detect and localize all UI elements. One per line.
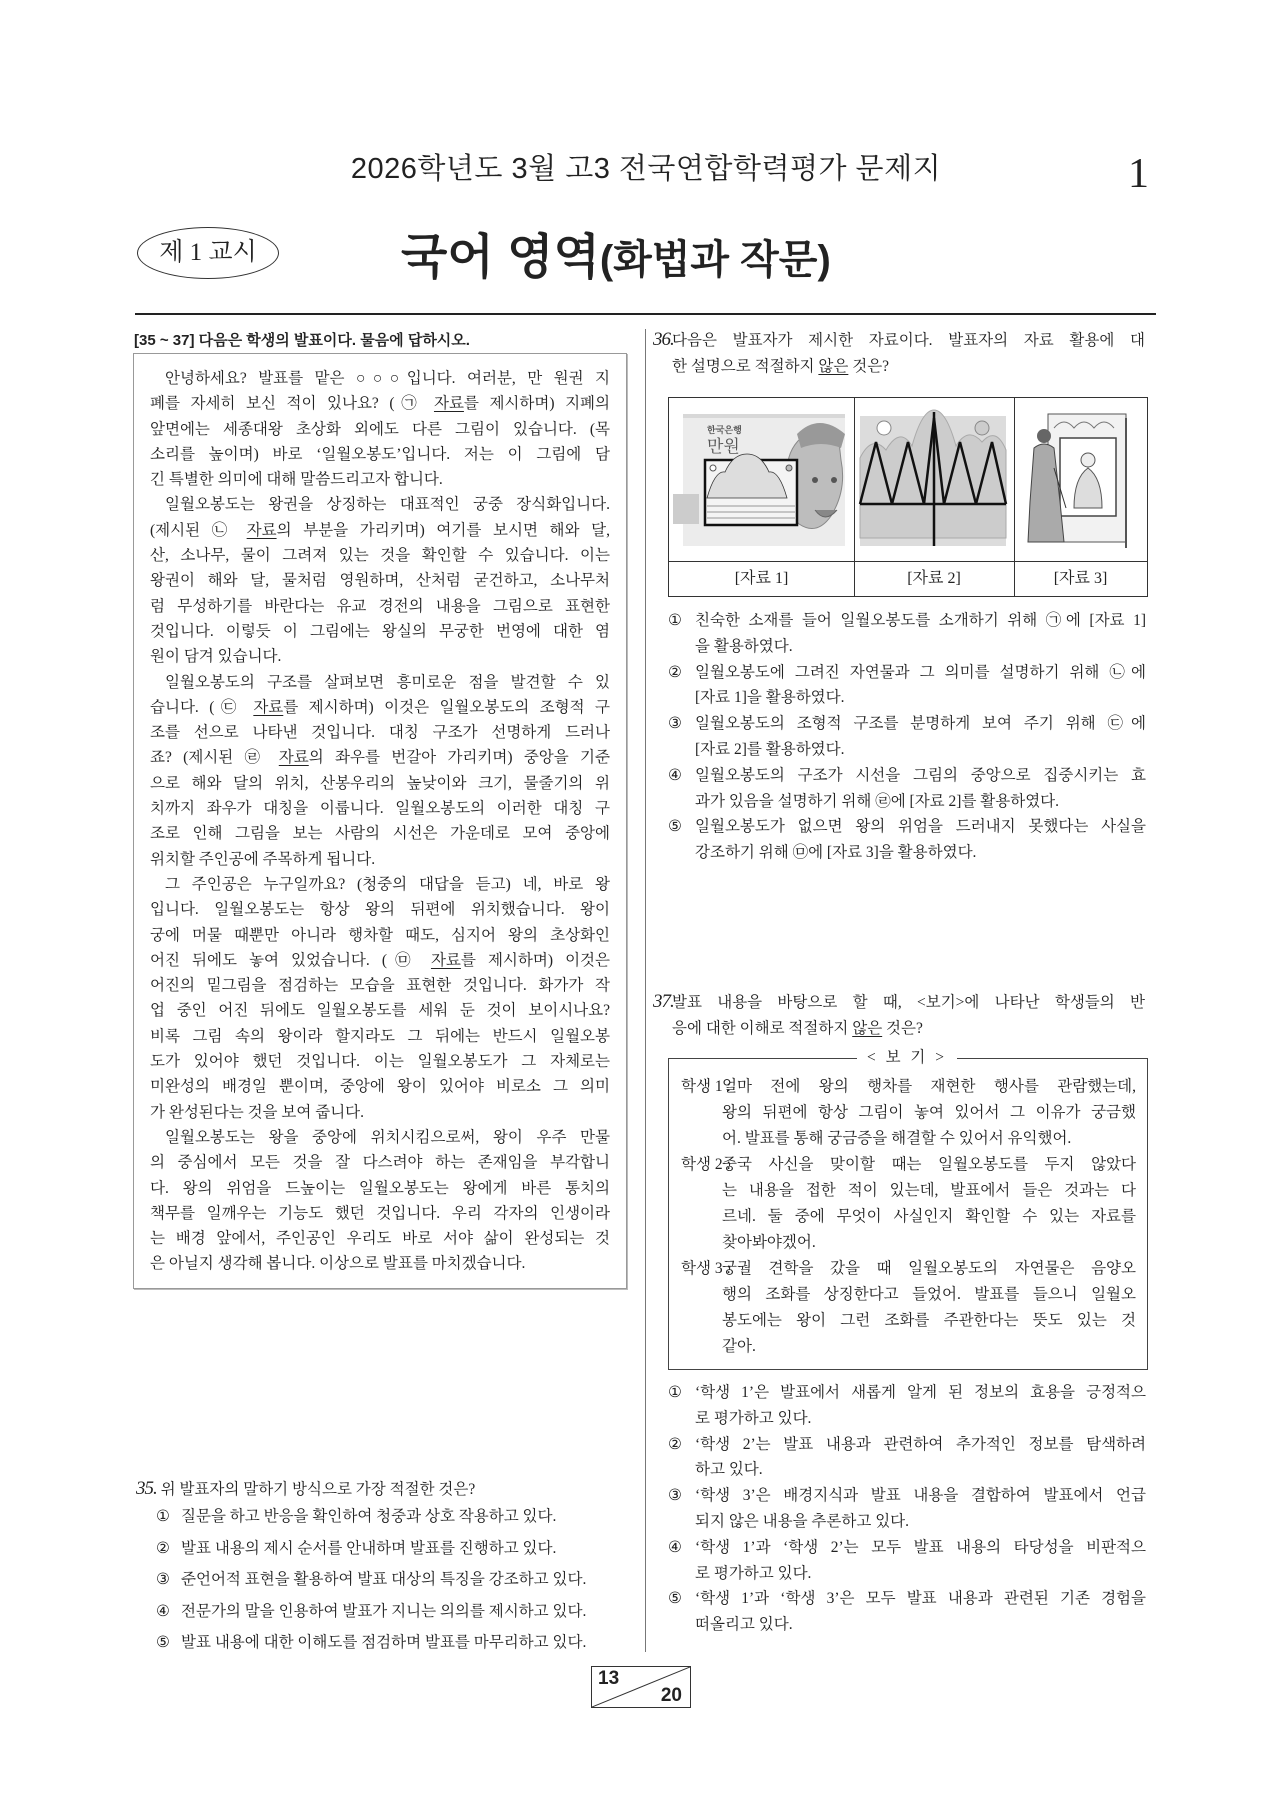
passage-line [150,670,610,695]
student-response [681,1074,1136,1152]
choice-text-line [695,1509,1146,1535]
note-value-text: 만원 [707,437,740,456]
choice-text-line [695,737,1146,763]
text-run: 는 배경 앞에서, 주인공인 우리도 바로 서야 삶이 완성되는 것 [150,1230,610,1248]
underlined-text: 않은 [852,1019,883,1037]
text-run: 조를 선으로 나타낸 것입니다. 대칭 구조가 선명하게 드러나 [150,724,610,742]
material-3 [1014,398,1147,596]
question-35-stem-row [136,1476,636,1502]
text-run: 은 아닐지 생각해 봅니다. 이상으로 발표를 마치겠습니다. [150,1255,526,1273]
answer-choice[interactable] [668,1483,1146,1535]
text-run: 를 제시하며) 이것은 일월오봉도의 조형적 구 [283,698,610,716]
question-number: 37. [653,991,674,1012]
question-number: 36. [653,329,674,350]
passage-line [150,923,610,948]
answer-choice[interactable] [668,1380,1146,1432]
passage-line [150,771,610,796]
choice-text-line [181,1630,634,1655]
text-run: 것은? [848,357,890,375]
choice-text-line [695,1406,1146,1432]
answer-choice[interactable] [668,763,1146,815]
session-badge: 제 1 교시 [137,227,279,279]
choice-text-line [695,1457,1146,1483]
text-run: 궁궐 견학을 갔을 때 일월오봉도의 자연물은 음양오 [722,1260,1136,1277]
question-37-choices [668,1380,1146,1638]
question-number: 35. [136,1478,157,1499]
student-text-line [722,1126,1136,1152]
text-run: 긴 특별한 의미에 대해 말씀드리고자 합니다. [150,471,443,489]
text-run: 입니다. 일월오봉도는 항상 왕의 뒤편에 위치했습니다. 왕이 [150,901,610,919]
question-stem-line [672,990,1145,1016]
material-2 [854,398,1015,596]
student-text-line [722,1152,1136,1178]
passage-line [150,1125,610,1150]
choice-text-line [695,608,1146,634]
subject-subtitle: (화법과 작문) [599,238,831,282]
text-run: 원이 담겨 있습니다. [150,648,282,666]
choice-text-line [695,789,1146,815]
text-run: 되지 않은 내용을 추론하고 있다. [695,1512,910,1530]
column-divider [645,329,646,1652]
choice-text-line [695,763,1146,789]
student-text-line [722,1230,1136,1256]
underlined-text: 자료 [433,395,464,413]
student-response [681,1152,1136,1256]
text-run: 일월오봉도가 없으면 왕의 위엄을 드러내지 못했다는 사실을 [695,818,1146,836]
student-text-line [722,1256,1136,1282]
text-run: ‘학생 2’는 발표 내용과 관련하여 추가적인 정보를 탐색하려 [695,1435,1146,1453]
text-run: 일월오봉도의 구조가 시선을 그림의 중앙으로 집중시키는 효 [695,766,1146,784]
material-label: [자료 3] [1014,561,1147,596]
bogi-title: < 보 기 > [857,1047,957,1069]
text-run: 왕의 뒤편에 항상 그림이 놓여 있어서 그 이유가 궁금했 [722,1104,1136,1121]
text-run: 것입니다. 이렇듯 이 그림에는 왕실의 무궁한 번영에 대한 염 [150,622,610,640]
text-run: [자료 1]을 활용하였다. [695,689,845,707]
choice-text-line [695,1561,1146,1587]
choice-number: ④ [668,1538,682,1556]
underlined-text: 자료 [246,521,277,539]
text-run: 일월오봉도의 조형적 구조를 분명하게 보여 주기 위해 ㉢에 [695,715,1146,733]
text-run: 죠? (제시된 ㉣ [150,749,279,767]
text-run: 그 주인공은 누구일까요? (청중의 대답을 듣고) 네, 바로 왕 [165,875,610,893]
answer-choice[interactable] [668,660,1146,712]
passage-line [150,518,610,543]
text-run: 발표 내용을 바탕으로 할 때, <보기>에 나타난 학생들의 반 [672,994,1145,1011]
passage-line [150,897,610,922]
page-total: 20 [660,1685,682,1706]
text-run: 치까지 좌우가 대칭을 이룹니다. 일월오봉도의 이러한 대칭 구 [150,800,610,818]
passage-line [150,1176,610,1201]
underlined-text: 자료 [278,749,309,767]
student-text-line [722,1308,1136,1334]
text-run: 발표 내용의 제시 순서를 안내하며 발표를 진행하고 있다. [181,1539,557,1557]
text-run: 폐를 자세히 보신 적이 있나요? (㉠ [150,395,434,413]
material-label: [자료 1] [669,561,854,596]
text-run: 다음은 발표자가 제시한 자료이다. 발표자의 자료 활용에 대 [672,332,1145,349]
choice-number: ⑤ [668,818,682,836]
passage-line [150,1226,610,1251]
text-run: 응에 대한 이해로 적절하지 [672,1019,853,1037]
question-36-choices [668,608,1146,866]
text-run: 질문을 하고 반응을 확인하여 청중과 상호 작용하고 있다. [181,1508,557,1525]
text-run: 럼 무성하기를 바란다는 유교 경전의 내용을 그림으로 표현한 [150,597,610,615]
passage-line [150,948,610,973]
text-run: 봉도에는 왕이 그런 조화를 주관한다는 뜻도 있는 것 [722,1312,1136,1329]
text-run: 과가 있음을 설명하기 위해 ㉣에 [자료 2]를 활용하였다. [695,792,1060,810]
text-run: 는 내용을 접한 적이 있는데, 발표에서 들은 것과는 다 [722,1182,1136,1199]
student-response [681,1256,1136,1360]
text-run: 위치할 주인공에 주목하게 됩니다. [150,850,376,868]
text-run: 의 부분을 가리키며) 여기를 보시면 해와 달, [276,521,610,539]
text-run: 어. 발표를 통해 궁금증을 해결할 수 있어서 유익했어. [722,1130,1072,1147]
choice-number: ① [156,1508,170,1525]
question-35-choices [156,1504,634,1662]
choice-number: ⑤ [668,1590,682,1608]
banknote-image [669,398,854,562]
text-run: 도가 있어야 했던 것입니다. 이는 일월오봉도가 그 자체로는 [150,1053,610,1071]
bank-name-text: 한국은행 [707,425,742,435]
underlined-text: 않은 [818,357,849,375]
question-36-stem [672,328,1145,379]
choice-number: ③ [668,715,682,733]
text-run: 궁에 머물 때뿐만 아니라 행차할 때도, 심지어 왕의 초상화인 [150,926,610,944]
passage-line [150,417,610,442]
text-run: 안녕하세요? 발표를 맡은 ○○○입니다. 여러분, 만 원권 지 [165,370,610,387]
text-run: 르네. 둘 중에 무엇이 사실인지 확인할 수 있는 자료를 [722,1208,1136,1225]
text-run: 업 중인 어진 뒤에도 일월오봉도를 세워 둔 것이 보이시나요? [150,1002,610,1020]
text-run: (제시된 ㉡ [150,521,247,539]
passage-line [150,391,610,416]
student-text-line [722,1074,1136,1100]
page-indicator [591,1666,691,1708]
text-run: 한 설명으로 적절하지 [672,357,819,375]
text-run: 얼마 전에 왕의 행차를 재현한 행사를 관람했는데, [722,1078,1136,1095]
text-run: 가 완성된다는 것을 보여 줍니다. [150,1103,365,1121]
text-run: 로 평가하고 있다. [695,1564,812,1582]
text-run: 것은? [882,1019,923,1037]
student-text-line [722,1204,1136,1230]
question-36-number [653,327,674,353]
passage-line [150,644,610,669]
passage-line [150,492,610,517]
answer-choice[interactable] [668,608,1146,660]
answer-choice[interactable] [156,1599,634,1624]
text-run: ‘학생 3’은 배경지식과 발표 내용을 결합하여 발표에서 언급 [695,1487,1146,1505]
materials-table [668,397,1148,597]
question-37-number [653,989,674,1015]
text-run: 책무를 일깨우는 기능도 했던 것입니다. 우리 각자의 인생이라 [150,1204,610,1222]
passage-line [150,1074,610,1099]
choice-text-line [695,1586,1146,1612]
passage-line [150,1049,610,1074]
text-run: 의 중심에서 모든 것을 잘 다스려야 하는 존재임을 부각합니 [150,1154,610,1172]
text-run: ‘학생 1’과 ‘학생 3’은 모두 발표 내용과 관련된 기존 경험을 [695,1590,1146,1608]
passage-line [150,695,610,720]
text-run: 친숙한 소재를 들어 일월오봉도를 소개하기 위해 ㉠에 [자료 1] [695,612,1146,629]
text-run: 준언어적 표현을 활용하여 발표 대상의 특징을 강조하고 있다. [181,1571,587,1588]
passage-line [150,366,610,391]
choice-number: ④ [156,1602,170,1620]
text-run: 산, 소나무, 물이 그려져 있는 것을 확인할 수 있습니다. 이는 [150,547,610,565]
material-1 [669,398,855,596]
text-run: ‘학생 1’과 ‘학생 2’는 모두 발표 내용의 타당성을 비판적으 [695,1538,1146,1556]
choice-text-line [695,660,1146,686]
text-run: 어진의 밑그림을 점검하는 모습을 표현한 것입니다. 화가가 작 [150,977,610,995]
choice-text-line [695,1535,1146,1561]
question-stem-line [672,354,1145,380]
student-label: 학생 1 : [681,1078,731,1095]
choice-text-line [695,1612,1146,1638]
question-stem-line [672,1016,1145,1042]
subject-title [401,218,831,287]
choice-text-line [181,1599,634,1624]
answer-choice[interactable] [156,1567,634,1592]
question-stem: 위 발표자의 말하기 방식으로 가장 적절한 것은? [160,1481,476,1498]
text-run: 일월오봉도는 왕권을 상징하는 대표적인 궁중 장식화입니다. [165,496,610,514]
answer-choice[interactable] [668,1535,1146,1587]
text-run: 어진 뒤에도 놓여 있었습니다. (㉤ [150,951,431,969]
choice-text-line [695,1432,1146,1458]
text-run: 떠올리고 있다. [695,1616,793,1634]
choice-number: ④ [668,766,682,784]
passage-line [150,568,610,593]
symmetry-diagram-image [854,398,1014,562]
choice-number: ① [668,1384,682,1401]
answer-choice[interactable] [156,1536,634,1561]
passage-line [150,872,610,897]
page-current: 13 [598,1668,620,1689]
text-run: 왕권이 해와 달, 물처럼 영원하며, 산처럼 굳건하고, 소나무처 [150,572,610,590]
question-35 [136,1476,636,1502]
text-run: [자료 2]를 활용하였다. [695,740,845,758]
text-run: 행의 조화를 상징한다고 들었어. 발표를 들으니 일월오 [722,1286,1136,1303]
passage-line [150,467,610,492]
text-run: 의 좌우를 번갈아 가리키며) 중앙을 기준 [308,749,610,767]
student-label: 학생 2 : [681,1156,731,1173]
text-run: 일월오봉도에 그려진 자연물과 그 의미를 설명하기 위해 ㉡에 [695,663,1146,681]
text-run: 하고 있다. [695,1461,763,1479]
passage-line [150,821,610,846]
text-run: 중국 사신을 맞이할 때는 일월오봉도를 두지 않았다 [722,1156,1136,1173]
choice-text-line [695,711,1146,737]
text-run: 비록 그림 속의 왕이라 할지라도 그 뒤에는 반드시 일월오봉 [150,1027,610,1045]
passage-line [150,973,610,998]
choice-number: ② [156,1539,170,1557]
question-37-stem [672,990,1145,1041]
choice-number: ③ [156,1571,170,1588]
choice-number: ① [668,612,682,629]
page-number: 1 [1128,151,1149,197]
question-stem-line [672,328,1145,354]
passage-line [150,1024,610,1049]
text-run: 강조하기 위해 ㉤에 [자료 3]을 활용하였다. [695,844,977,862]
passage-line [150,442,610,467]
passage-line [150,594,610,619]
text-run: 을 활용하였다. [695,637,793,655]
student-text-line [722,1178,1136,1204]
text-run: 로 평가하고 있다. [695,1409,812,1427]
exam-title: 2026학년도 3월 고3 전국연합학력평가 문제지 [350,153,942,185]
passage-line [150,1201,610,1226]
passage-line [150,796,610,821]
answer-choice[interactable] [156,1630,634,1655]
choice-text-line [695,814,1146,840]
student-text-line [722,1282,1136,1308]
choice-text-line [181,1504,634,1529]
subject-name: 국어 영역 [401,231,600,284]
passage-line [150,998,610,1023]
student-text-line [722,1100,1136,1126]
text-run: 를 제시하며) 지폐의 [463,395,610,413]
text-run: ‘학생 1’은 발표에서 새롭게 알게 된 정보의 효용을 긍정적으 [695,1384,1146,1401]
choice-text-line [695,685,1146,711]
text-run: 전문가의 말을 인용하여 발표가 지니는 의의를 제시하고 있다. [181,1602,587,1620]
choice-text-line [695,634,1146,660]
choice-text-line [695,1483,1146,1509]
passage-line [150,543,610,568]
student-text-line [722,1334,1136,1360]
passage-line [150,1150,610,1175]
text-run: 앞면에는 세종대왕 초상화 외에도 다른 그림이 있습니다. (목 [150,420,610,438]
text-run: 다. 왕의 위엄을 드높이는 일월오봉도는 왕에게 바른 통치의 [150,1179,610,1197]
text-run: 찾아봐야겠어. [722,1234,816,1251]
choice-text-line [181,1567,634,1592]
header-rule [135,313,1156,315]
choice-number: ③ [668,1487,682,1505]
passage-line [150,1100,610,1125]
text-run: 소리를 높이며) 바로 ‘일월오봉도’입니다. 저는 이 그림에 담 [150,445,610,463]
choice-text-line [181,1536,634,1561]
answer-choice[interactable] [156,1504,634,1529]
passage-line [150,1251,610,1276]
answer-choice[interactable] [668,1586,1146,1638]
answer-choice[interactable] [668,814,1146,866]
text-run: 일월오봉도는 왕을 중앙에 위치시킴으로써, 왕이 우주 만물 [165,1128,610,1146]
bogi-content [681,1074,1136,1360]
underlined-text: 자료 [430,951,461,969]
text-run: 습니다. (㉢ [150,698,254,716]
answer-choice[interactable] [668,1432,1146,1484]
passage-line [150,847,610,872]
choice-number: ② [668,663,682,681]
passage-line [150,720,610,745]
choice-text-line [695,1380,1146,1406]
student-label: 학생 3 : [681,1260,731,1277]
text-run: 발표 내용에 대한 이해도를 점검하며 발표를 마무리하고 있다. [181,1634,587,1651]
choice-number: ② [668,1435,682,1453]
answer-choice[interactable] [668,711,1146,763]
text-run: 조로 인해 그림을 보는 사람의 시선은 가운데로 모여 중앙에 [150,825,610,843]
text-run: 를 제시하며) 이것은 [460,951,610,969]
text-run: 같아. [722,1338,756,1355]
passage-line [150,745,610,770]
choice-text-line [695,840,1146,866]
painter-screen-image [1014,398,1147,562]
text-run: 일월오봉도의 구조를 살펴보면 흥미로운 점을 발견할 수 있 [165,673,610,691]
underlined-text: 자료 [253,698,284,716]
passage-instruction: [35 ~ 37] 다음은 학생의 발표이다. 물음에 답하시오. [134,332,470,349]
passage-text [150,366,610,1277]
passage-line [150,619,610,644]
text-run: 으로 해와 달의 위치, 산봉우리의 높낮이와 크기, 물줄기의 위 [150,774,610,792]
text-run: 미완성의 배경일 뿐이며, 중앙에 왕이 있어야 비로소 그 의미 [150,1078,610,1096]
choice-number: ⑤ [156,1634,170,1651]
material-label: [자료 2] [854,561,1014,596]
